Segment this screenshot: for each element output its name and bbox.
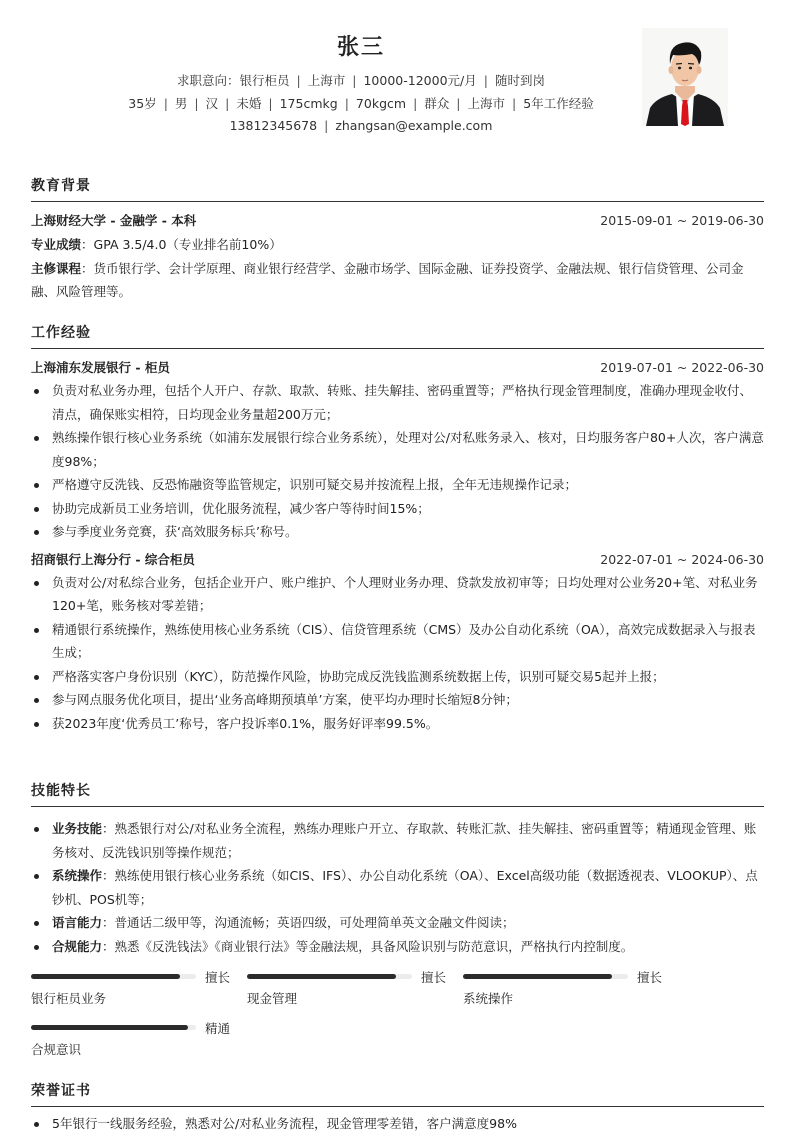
honors-bullet-list — [31, 1112, 764, 1136]
skill-label: 语言能力 — [52, 915, 103, 930]
skill-label: 合规能力 — [52, 938, 103, 954]
skill-item — [31, 864, 764, 911]
skill-text: ：熟练使用银行核心业务系统（如CIS、IFS）、办公自动化系统（OA）、Excel高级功能（数据透视表、VLOOKUP）、点钞机、POS机等； — [52, 868, 758, 907]
work-bullet: 严格落实客户身份识别（KYC），防范操作风险，协助完成反洗钱监测系统数据上传，识别可疑交易5起并上报； — [31, 665, 764, 689]
skill-bar-fill — [247, 974, 396, 979]
intent-city: 上海市 — [307, 73, 346, 88]
ethnicity: 汉 — [205, 96, 219, 111]
skill-bar — [247, 968, 447, 1008]
education-courses — [31, 257, 764, 304]
skill-bar-track — [31, 1025, 196, 1030]
skill-text: ：普通话二级甲等，沟通流畅；英语四级，可处理简单英文金融文件阅读； — [102, 915, 515, 930]
work-experience-section — [31, 322, 764, 735]
skill-item — [31, 911, 764, 935]
work-bullet: 参与季度业务竞赛，获‘高效服务标兵’称号。 — [31, 520, 764, 544]
work-entry-header — [31, 550, 764, 570]
experience-years: 5年工作经验 — [523, 96, 594, 111]
work-bullet: 负责对私业务办理，包括个人开户、存款、取款、转账、挂失解挂、密码重置等；严格执行现金管理制度，准确办理现金收付、清点，确保账实相符，日均现金业务量超200万元； — [31, 379, 764, 426]
work-date-range: 2019-07-01 ~ 2022-06-30 — [600, 360, 764, 375]
courses-value: ：货币银行学、会计学原理、商业银行经营学、金融市场学、国际金融、证券投资学、金融法规、银行信贷管理、公司金融、风险管理等。 — [31, 260, 744, 299]
gpa-label: 专业成绩 — [31, 237, 82, 252]
work-bullet: 参与网点服务优化项目，提出‘业务高峰期预填单’方案，使平均办理时长缩短8分钟； — [31, 688, 764, 712]
skills-section — [31, 780, 764, 958]
skill-bar-fill — [463, 974, 612, 979]
job-intent: 求职意向：银行柜员 — [177, 73, 290, 88]
skill-item — [31, 817, 764, 864]
work-company-role: 上海浦东发展银行 - 柜员 — [31, 360, 170, 375]
section-title-honors: 荣誉证书 — [31, 1080, 764, 1107]
age: 35岁 — [128, 96, 157, 111]
skill-bar — [463, 968, 663, 1008]
work-date-range: 2022-07-01 ~ 2024-06-30 — [600, 551, 764, 567]
skill-bar-fill — [31, 1025, 188, 1030]
education-school-major-degree: 上海财经大学 - 金融学 - 本科 — [31, 213, 197, 228]
work-bullet-list — [31, 571, 764, 736]
education-section — [31, 175, 764, 304]
work-bullet: 协助完成新员工业务培训，优化服务流程，减少客户等待时间15%； — [31, 497, 764, 521]
skill-bar-track — [31, 974, 196, 979]
skill-bar-track — [463, 974, 628, 979]
work-company-role: 招商银行上海分行 - 综合柜员 — [31, 551, 195, 567]
skill-bar-level: 擅长 — [421, 970, 447, 985]
skill-bar — [31, 968, 231, 1008]
skill-text: ：熟悉银行对公/对私业务全流程，熟练办理账户开立、存取款、转账汇款、挂失解挂、密码重置等；精通现金管理、账务核对、反洗钱识别等操作规范； — [52, 821, 757, 860]
contact-line: 13812345678 | zhangsan@example.com — [229, 118, 493, 133]
skill-label: 系统操作 — [52, 868, 103, 883]
email: zhangsan@example.com — [335, 118, 493, 133]
skills-bullet-list — [31, 817, 764, 958]
skill-bar-fill — [31, 974, 180, 979]
skill-bar-level: 擅长 — [637, 970, 663, 985]
skill-item — [31, 935, 764, 959]
weight: 70kgcm — [355, 96, 407, 111]
work-bullet: 负责对公/对私综合业务，包括企业开户、账户维护、个人理财业务办理、贷款发放初审等；日均处理对公业务20+笔、对私业务120+笔，账务核对零差错； — [31, 571, 764, 618]
work-bullet: 精通银行系统操作，熟练使用核心业务系统（CIS）、信贷管理系统（CMS）及办公自动化系统（OA），高效完成数据录入与报表生成； — [31, 618, 764, 665]
gender: 男 — [174, 96, 188, 111]
intent-availability: 随时到岗 — [494, 73, 545, 88]
honor-item: 5年银行一线服务经验，熟悉对公/对私业务流程，现金管理零差错，客户满意度98% — [31, 1112, 764, 1136]
education-entry-header — [31, 211, 764, 231]
education-gpa — [31, 233, 764, 257]
gpa-value: ：GPA 3.5/4.0（专业排名前10%） — [81, 237, 282, 252]
marital-status: 未婚 — [236, 96, 262, 111]
work-bullet: 严格遵守反洗钱、反恐怖融资等监管规定，识别可疑交易并按流程上报，全年无违规操作记录； — [31, 473, 764, 497]
political-status: 群众 — [424, 96, 450, 111]
honors-section — [31, 1080, 764, 1136]
skill-bar-level: 精通 — [205, 1021, 231, 1036]
skill-bar-track — [247, 974, 412, 979]
skill-bar-name: 系统操作 — [463, 991, 514, 1006]
skill-bar-name: 合规意识 — [31, 1042, 82, 1057]
work-entry-header — [31, 358, 764, 378]
section-title-education: 教育背景 — [31, 175, 764, 202]
skill-bar-name: 现金管理 — [247, 991, 298, 1006]
work-bullet: 获2023年度‘优秀员工’称号，客户投诉率0.1%，服务好评率99.5%。 — [31, 712, 764, 736]
section-title-work: 工作经验 — [31, 322, 764, 349]
person-avatar-icon — [642, 28, 728, 126]
section-title-skills: 技能特长 — [31, 780, 764, 807]
skill-bar-level: 擅长 — [205, 970, 231, 985]
phone: 13812345678 — [229, 118, 318, 133]
work-bullet: 熟练操作银行核心业务系统（如浦东发展银行综合业务系统），处理对公/对私账务录入、核对，日均服务客户80+人次，客户满意度98%； — [31, 426, 764, 473]
candidate-name: 张三 — [336, 35, 385, 60]
job-intent-line: 求职意向：银行柜员 | 上海市 | 10000-12000元/月 | 随时到岗 — [177, 73, 545, 88]
courses-label: 主修课程 — [31, 260, 82, 276]
skill-bar — [31, 1019, 231, 1059]
skill-bar-name: 银行柜员业务 — [31, 991, 107, 1006]
height: 175cmkg — [279, 96, 338, 111]
basic-info-line: 35岁 | 男 | 汉 | 未婚 | 175cmkg | 70kgcm | 群众 | 上海市 | 5年工作经验 — [128, 96, 594, 111]
skill-label: 业务技能 — [52, 821, 103, 836]
skill-text: ：熟悉《反洗钱法》《商业银行法》等金融法规，具备风险识别与防范意识，严格执行内控制度。 — [102, 938, 634, 954]
work-bullet-list — [31, 379, 764, 544]
education-date-range: 2015-09-01 ~ 2019-06-30 — [600, 213, 764, 228]
residence: 上海市 — [467, 96, 506, 111]
intent-salary: 10000-12000元/月 — [363, 73, 477, 88]
resume-header — [31, 0, 763, 150]
